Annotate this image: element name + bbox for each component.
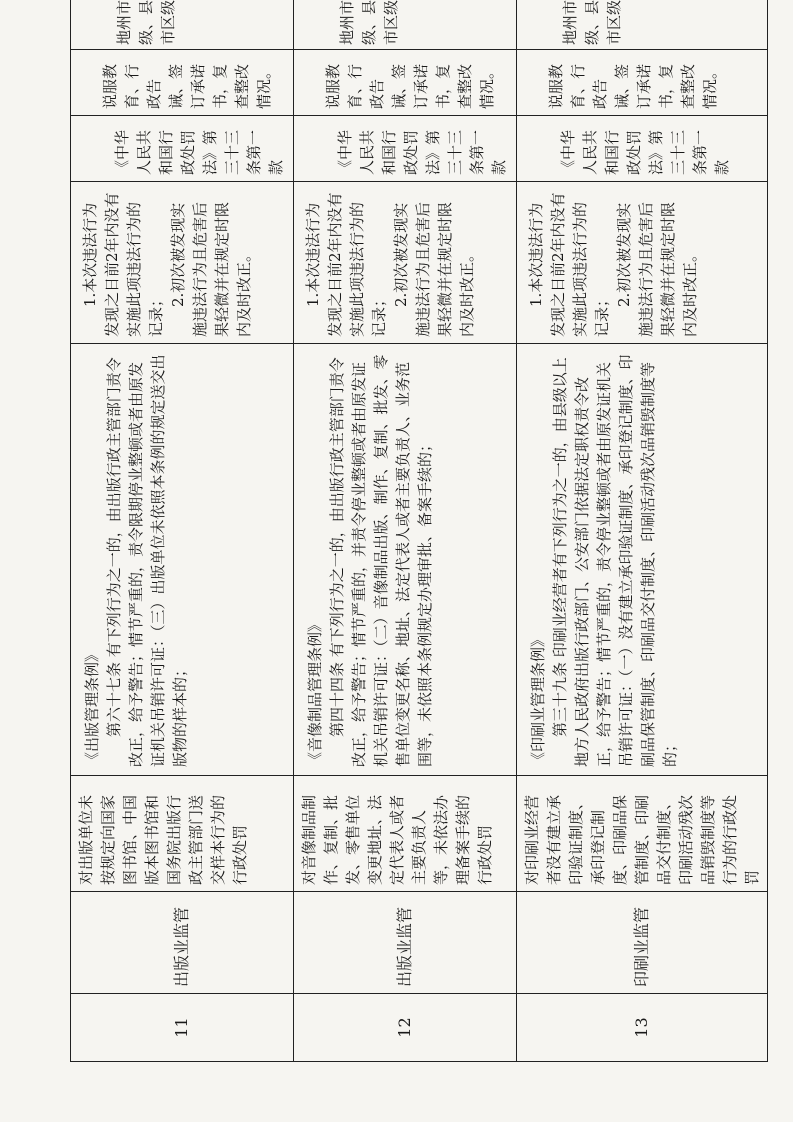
exemption-conditions bbox=[294, 182, 517, 344]
exemption-basis: 《中华人民共和国行政处罚法》第三十三条第一款 bbox=[294, 116, 517, 182]
follow-up-measures: 说服教育、行政告诫、签订承诺书，复查整改情况。 bbox=[71, 50, 294, 116]
legal-basis-text bbox=[71, 344, 294, 776]
rotated-table-wrapper bbox=[70, 0, 761, 1062]
row-number: 13 bbox=[517, 994, 768, 1062]
penalty-name: 对印刷业经营者没有建立承印验证制度、承印登记制度、印刷品保管制度、印刷品交付制度、印刷活动残次品销毁制度等行为的行政处罚 bbox=[517, 776, 768, 892]
row-number: 11 bbox=[71, 994, 294, 1062]
row-number: 12 bbox=[294, 994, 517, 1062]
condition-2: 2.初次被发现实施违法行为且危害后果轻微并在规定时限内及时改正。 bbox=[392, 201, 476, 337]
follow-up-measures: 说服教育、行政告诫、签订承诺书，复查整改情况。 bbox=[294, 50, 517, 116]
exemption-basis: 《中华人民共和国行政处罚法》第三十三条第一款 bbox=[71, 116, 294, 182]
table-row bbox=[517, 0, 768, 1062]
exemption-basis: 《中华人民共和国行政处罚法》第三十三条第一款 bbox=[517, 116, 768, 182]
supervision-item: 出版业监管 bbox=[71, 892, 294, 994]
supervision-item: 印刷业监管 bbox=[517, 892, 768, 994]
law-article: 第六十七条 有下列行为之一的，由出版行政主管部门责令改正，给予警告；情节严重的，责令限期停业整顿或者由原发证机关吊销许可证：（三）出版单位未依照本条例的规定送交出版物的样本的； bbox=[105, 354, 189, 767]
law-title: 《出版管理条例》 bbox=[83, 646, 101, 767]
applicable-level: 地州市级、县市区级 bbox=[517, 0, 768, 50]
applicable-level: 地州市级、县市区级 bbox=[71, 0, 294, 50]
condition-2: 2.初次被发现实施违法行为且危害后果轻微并在规定时限内及时改正。 bbox=[615, 201, 699, 337]
penalty-name: 对出版单位未按规定向国家图书馆、中国版本图书馆和国务院出版行政主管部门送交样本行为的行政处罚 bbox=[71, 776, 294, 892]
applicable-level: 地州市级、县市区级 bbox=[294, 0, 517, 50]
table-row bbox=[71, 0, 294, 1062]
supervision-item: 出版业监管 bbox=[294, 892, 517, 994]
condition-1: 1.本次违法行为发现之日前2年内没有实施此项违法行为的记录； bbox=[527, 192, 611, 337]
table-row bbox=[294, 0, 517, 1062]
regulation-table bbox=[70, 0, 768, 1062]
law-article: 第四十四条 有下列行为之一的，由出版行政主管部门责令改正，给予警告；情节严重的，并责令停业整顿或者由原发证机关吊销许可证：（二）音像制品出版、制作、复制、批发、零售单位变更名称、地址、法定代表人或者主要负责人、业务范围等，未依照本条例规定办理审批、备案手续的； bbox=[328, 354, 434, 767]
law-title: 《音像制品管理条例》 bbox=[306, 616, 324, 767]
condition-2: 2.初次被发现实施违法行为且危害后果轻微并在规定时限内及时改正。 bbox=[169, 201, 253, 337]
legal-basis-text bbox=[294, 344, 517, 776]
follow-up-measures: 说服教育、行政告诫、签订承诺书，复查整改情况。 bbox=[517, 50, 768, 116]
law-article: 第三十九条 印刷业经营者有下列行为之一的，由县级以上地方人民政府出版行政部门、公安部门依据法定职权责令改正，给予警告；情节严重的，责令停业整顿或者由原发证机关吊销许可证：（一）没有建立承印验证制度、承印登记制度、印刷品保管制度、印刷品交付制度、印刷活动残次品销毁制度等的； bbox=[551, 354, 679, 767]
law-title: 《印刷业管理条例》 bbox=[529, 631, 547, 767]
condition-1: 1.本次违法行为发现之日前2年内没有实施此项违法行为的记录； bbox=[304, 192, 388, 337]
legal-basis-text bbox=[517, 344, 768, 776]
condition-1: 1.本次违法行为发现之日前2年内没有实施此项违法行为的记录； bbox=[81, 192, 165, 337]
penalty-name: 对音像制品制作、复制、批发、零售单位变更地址、法定代表人或者主要负责人等，未依法办理备案手续的行政处罚 bbox=[294, 776, 517, 892]
exemption-conditions bbox=[517, 182, 768, 344]
exemption-conditions bbox=[71, 182, 294, 344]
